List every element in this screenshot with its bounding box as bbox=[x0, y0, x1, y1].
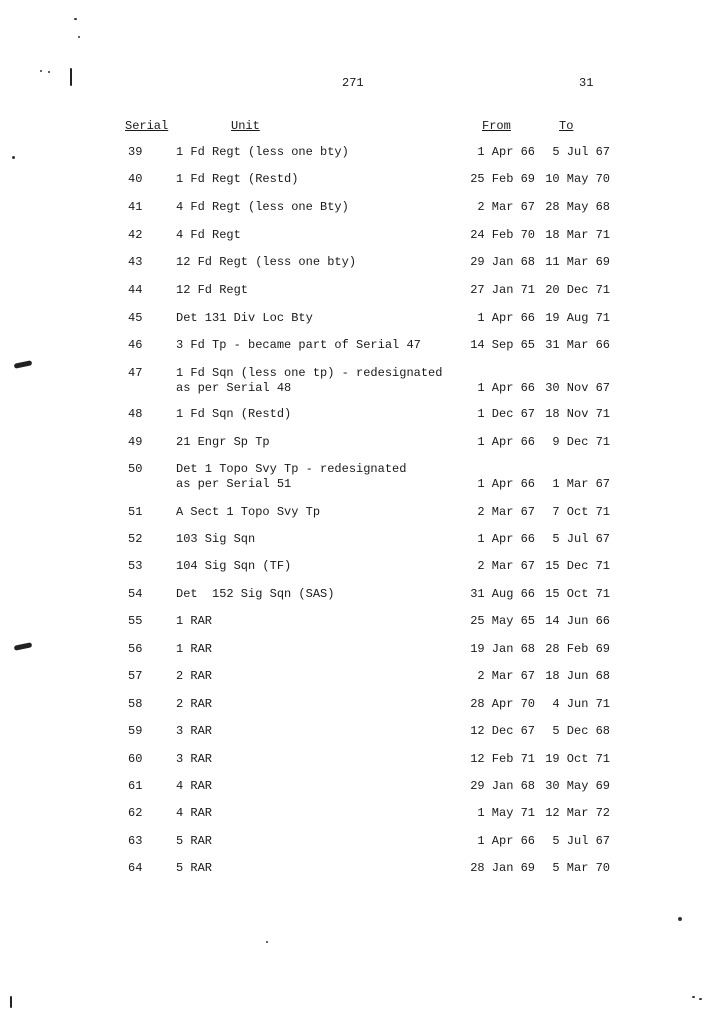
unit-cell: 5 RAR bbox=[176, 834, 213, 848]
to-date-cell: 5 Jul 67 bbox=[552, 145, 610, 159]
page-number-alt: 31 bbox=[579, 76, 594, 90]
from-date-cell: 29 Jan 68 bbox=[470, 779, 535, 793]
unit-cell: 4 Fd Regt bbox=[176, 228, 241, 242]
from-date-cell: 1 Apr 66 bbox=[477, 532, 535, 546]
to-date-cell: 5 Jul 67 bbox=[552, 834, 610, 848]
from-date-cell: 14 Sep 65 bbox=[470, 338, 535, 352]
unit-cell: 1 Fd Sqn (Restd) bbox=[176, 407, 292, 421]
unit-cell: 4 RAR bbox=[176, 779, 213, 793]
to-date-cell: 15 Oct 71 bbox=[545, 587, 610, 601]
to-date-cell: 20 Dec 71 bbox=[545, 283, 610, 297]
serial-cell: 59 bbox=[128, 724, 143, 738]
to-date-cell: 28 Feb 69 bbox=[545, 642, 610, 656]
serial-cell: 64 bbox=[128, 861, 143, 875]
page-number: 271 bbox=[342, 76, 364, 90]
header-from: From bbox=[482, 119, 511, 133]
scan-speck bbox=[699, 998, 702, 1000]
to-date-cell: 30 May 69 bbox=[545, 779, 610, 793]
serial-cell: 42 bbox=[128, 228, 143, 242]
to-date-cell: 5 Jul 67 bbox=[552, 532, 610, 546]
from-date-cell: 2 Mar 67 bbox=[477, 559, 535, 573]
scan-speck bbox=[48, 71, 50, 73]
unit-cell: A Sect 1 Topo Svy Tp bbox=[176, 505, 321, 519]
unit-cell: 1 RAR bbox=[176, 642, 213, 656]
from-date-cell: 2 Mar 67 bbox=[477, 200, 535, 214]
to-date-cell: 19 Aug 71 bbox=[545, 311, 610, 325]
to-date-cell: 30 Nov 67 bbox=[545, 381, 610, 395]
unit-cell: 2 RAR bbox=[176, 697, 213, 711]
to-date-cell: 19 Oct 71 bbox=[545, 752, 610, 766]
serial-cell: 47 bbox=[128, 366, 143, 380]
from-date-cell: 27 Jan 71 bbox=[470, 283, 535, 297]
to-date-cell: 7 Oct 71 bbox=[552, 505, 610, 519]
serial-cell: 61 bbox=[128, 779, 143, 793]
to-date-cell: 10 May 70 bbox=[545, 172, 610, 186]
from-date-cell: 1 Apr 66 bbox=[477, 834, 535, 848]
serial-cell: 41 bbox=[128, 200, 143, 214]
scan-speck bbox=[692, 996, 695, 998]
from-date-cell: 1 May 71 bbox=[477, 806, 535, 820]
from-date-cell: 28 Apr 70 bbox=[470, 697, 535, 711]
to-date-cell: 4 Jun 71 bbox=[552, 697, 610, 711]
serial-cell: 45 bbox=[128, 311, 143, 325]
serial-cell: 56 bbox=[128, 642, 143, 656]
scan-speck bbox=[12, 156, 15, 159]
unit-cell: 3 Fd Tp - became part of Serial 47 bbox=[176, 338, 421, 352]
unit-cell: 1 Fd Regt (Restd) bbox=[176, 172, 299, 186]
unit-cell: 1 Fd Regt (less one bty) bbox=[176, 145, 349, 159]
serial-cell: 48 bbox=[128, 407, 143, 421]
to-date-cell: 31 Mar 66 bbox=[545, 338, 610, 352]
scan-speck bbox=[266, 941, 268, 943]
unit-cell: 3 RAR bbox=[176, 724, 213, 738]
from-date-cell: 1 Apr 66 bbox=[477, 381, 535, 395]
serial-cell: 51 bbox=[128, 505, 143, 519]
to-date-cell: 18 Mar 71 bbox=[545, 228, 610, 242]
unit-cell: 1 Fd Sqn (less one tp) - redesignated as per Serial 48 bbox=[176, 366, 443, 395]
serial-cell: 52 bbox=[128, 532, 143, 546]
to-date-cell: 1 Mar 67 bbox=[552, 477, 610, 491]
serial-cell: 49 bbox=[128, 435, 143, 449]
to-date-cell: 18 Nov 71 bbox=[545, 407, 610, 421]
serial-cell: 62 bbox=[128, 806, 143, 820]
to-date-cell: 5 Mar 70 bbox=[552, 861, 610, 875]
serial-cell: 40 bbox=[128, 172, 143, 186]
to-date-cell: 18 Jun 68 bbox=[545, 669, 610, 683]
serial-cell: 53 bbox=[128, 559, 143, 573]
unit-cell: Det 152 Sig Sqn (SAS) bbox=[176, 587, 335, 601]
to-date-cell: 11 Mar 69 bbox=[545, 255, 610, 269]
from-date-cell: 1 Apr 66 bbox=[477, 477, 535, 491]
header-unit: Unit bbox=[231, 119, 260, 133]
from-date-cell: 25 Feb 69 bbox=[470, 172, 535, 186]
from-date-cell: 1 Apr 66 bbox=[477, 145, 535, 159]
to-date-cell: 14 Jun 66 bbox=[545, 614, 610, 628]
header-to: To bbox=[559, 119, 574, 133]
serial-cell: 55 bbox=[128, 614, 143, 628]
unit-cell: 12 Fd Regt (less one bty) bbox=[176, 255, 357, 269]
serial-cell: 44 bbox=[128, 283, 143, 297]
from-date-cell: 31 Aug 66 bbox=[470, 587, 535, 601]
to-date-cell: 15 Dec 71 bbox=[545, 559, 610, 573]
unit-cell: 4 RAR bbox=[176, 806, 213, 820]
unit-cell: 103 Sig Sqn bbox=[176, 532, 256, 546]
unit-cell: 1 RAR bbox=[176, 614, 213, 628]
from-date-cell: 12 Dec 67 bbox=[470, 724, 535, 738]
header-serial: Serial bbox=[125, 119, 169, 133]
scan-mark bbox=[10, 996, 12, 1008]
scan-speck bbox=[40, 70, 42, 72]
serial-cell: 39 bbox=[128, 145, 143, 159]
scan-mark bbox=[70, 68, 72, 86]
hole-punch-mark bbox=[14, 360, 33, 369]
to-date-cell: 5 Dec 68 bbox=[552, 724, 610, 738]
serial-cell: 63 bbox=[128, 834, 143, 848]
from-date-cell: 25 May 65 bbox=[470, 614, 535, 628]
from-date-cell: 1 Apr 66 bbox=[477, 311, 535, 325]
from-date-cell: 28 Jan 69 bbox=[470, 861, 535, 875]
scan-speck bbox=[74, 18, 77, 20]
unit-cell: 4 Fd Regt (less one Bty) bbox=[176, 200, 349, 214]
from-date-cell: 1 Dec 67 bbox=[477, 407, 535, 421]
unit-cell: 3 RAR bbox=[176, 752, 213, 766]
serial-cell: 60 bbox=[128, 752, 143, 766]
from-date-cell: 2 Mar 67 bbox=[477, 505, 535, 519]
unit-cell: 2 RAR bbox=[176, 669, 213, 683]
serial-cell: 58 bbox=[128, 697, 143, 711]
from-date-cell: 1 Apr 66 bbox=[477, 435, 535, 449]
to-date-cell: 12 Mar 72 bbox=[545, 806, 610, 820]
unit-cell: 21 Engr Sp Tp bbox=[176, 435, 270, 449]
serial-cell: 50 bbox=[128, 462, 143, 476]
unit-cell: 5 RAR bbox=[176, 861, 213, 875]
to-date-cell: 9 Dec 71 bbox=[552, 435, 610, 449]
scan-speck bbox=[78, 36, 80, 38]
serial-cell: 43 bbox=[128, 255, 143, 269]
serial-cell: 46 bbox=[128, 338, 143, 352]
serial-cell: 54 bbox=[128, 587, 143, 601]
unit-cell: Det 1 Topo Svy Tp - redesignated as per Serial 51 bbox=[176, 462, 407, 491]
from-date-cell: 2 Mar 67 bbox=[477, 669, 535, 683]
from-date-cell: 24 Feb 70 bbox=[470, 228, 535, 242]
scan-speck bbox=[678, 917, 682, 921]
to-date-cell: 28 May 68 bbox=[545, 200, 610, 214]
unit-cell: 104 Sig Sqn (TF) bbox=[176, 559, 292, 573]
hole-punch-mark bbox=[14, 642, 33, 651]
unit-cell: 12 Fd Regt bbox=[176, 283, 249, 297]
unit-cell: Det 131 Div Loc Bty bbox=[176, 311, 313, 325]
from-date-cell: 12 Feb 71 bbox=[470, 752, 535, 766]
from-date-cell: 29 Jan 68 bbox=[470, 255, 535, 269]
from-date-cell: 19 Jan 68 bbox=[470, 642, 535, 656]
serial-cell: 57 bbox=[128, 669, 143, 683]
